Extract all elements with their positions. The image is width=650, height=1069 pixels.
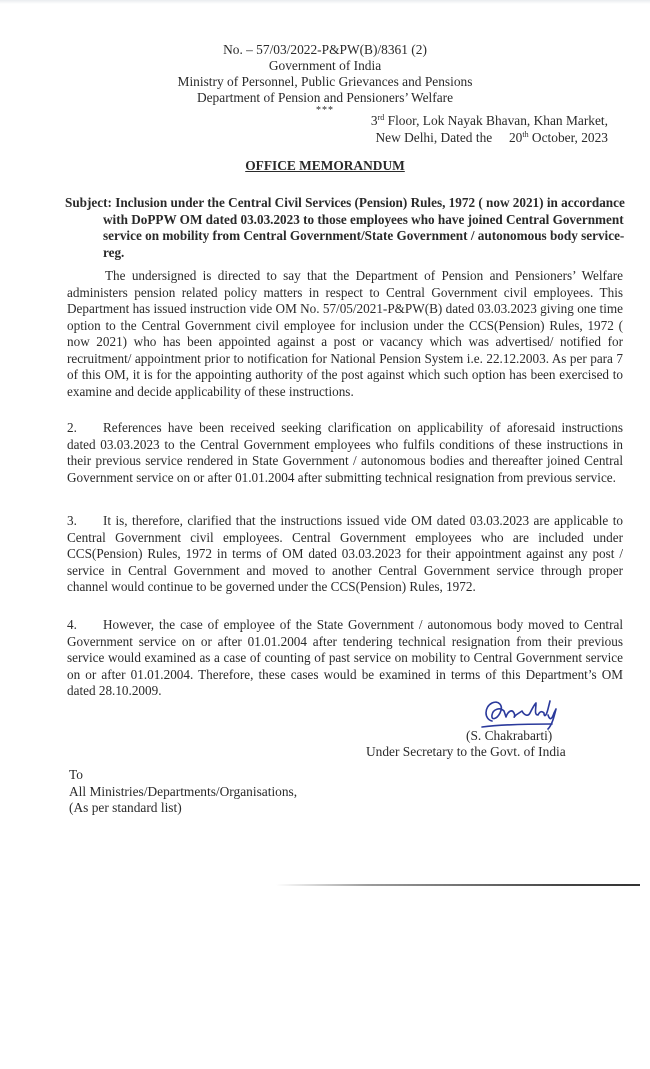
- subject-label: Subject:: [65, 195, 112, 210]
- paragraph-2: [67, 420, 623, 486]
- floor-suffix: rd: [377, 113, 385, 122]
- date-suffix: th: [522, 130, 529, 139]
- department-name: Department of Pension and Pensioners’ Welfare: [196, 90, 454, 105]
- addressee-line-2: (As per standard list): [69, 800, 182, 815]
- paragraph-1-text: The undersigned is directed to say that the Department of Pension and Pensioners’ Welfare administers pension related policy matters in respect to Central Government civil employees. This Department has issued instruction vide OM No. 57/05/2021-P&PW(B) dated 03.03.2023 giving one time option to the Central Government civil employee for inclusion under the CCS(Pension) Rules, 1972 ( now 2021) who has been appointed against a post or vacancy which was advertised/ notified for recruitment/ appointment prior to notification for National Pension System i.e. 22.12.2003. As per para 7 of this OM, it is for the appointing authority of the post against which such option has been exercised to examine and decide applicability of these instructions.: [67, 268, 623, 399]
- address-block: [321, 112, 608, 146]
- date-day: 20: [508, 130, 523, 145]
- paragraph-2-number: 2.: [67, 420, 77, 435]
- government-name: Government of India: [268, 58, 382, 73]
- paragraph-3-text: It is, therefore, clarified that the instructions issued vide OM dated 03.03.2023 are applicable to Central Government civil employees. Central Government employees who are included under CCS(Pension) Rules, 1972 in terms of OM dated 03.03.2023 for their appointment against any post / service in Central Government and moved to another Central Government service through proper channel would continue to be governed under the CCS(Pension) Rules, 1972.: [67, 513, 623, 594]
- date-month-year: October, 2023: [528, 130, 608, 145]
- addressee-to: To: [69, 767, 83, 782]
- address-street: Floor, Lok Nayak Bhavan, Khan Market,: [384, 113, 608, 128]
- paragraph-2-text: References have been received seeking clarification on applicability of aforesaid instructions dated 03.03.2023 to the Central Government employees who fulfils conditions of these instructions in their previous service rendered in State Government / autonomous bodies and thereafter joined Central Government service on or after 01.01.2004 after submitting technical resignation from previous service.: [67, 420, 623, 485]
- paragraph-1: [67, 268, 623, 400]
- header-separator: ***: [316, 105, 334, 116]
- addressee-line-1: All Ministries/Departments/Organisations,: [69, 783, 298, 799]
- document-title: OFFICE MEMORANDUM: [245, 158, 405, 173]
- paragraph-4-text: However, the case of employee of the State Government / autonomous body moved to Central Government service on or after 01.01.2004 after tendering technical resignation from their previous service would examined as a case of counting of past service on mobility to Central Government service on or after 01.01.2004. Therefore, these cases would be examined in terms of this Department’s OM dated 28.10.2009.: [67, 617, 623, 698]
- signatory-name: (S. Chakrabarti): [466, 728, 553, 743]
- paragraph-3: [67, 513, 623, 596]
- file-number: No. – 57/03/2022-P&PW(B)/8361 (2): [223, 42, 427, 57]
- horizontal-rule-divider: [276, 884, 640, 886]
- addressee-block: [69, 767, 297, 817]
- signatory-designation: Under Secretary to the Govt. of India: [366, 744, 566, 759]
- subject-text-wrapper: [65, 195, 625, 261]
- paragraph-3-number: 3.: [67, 513, 77, 528]
- subject-text: Inclusion under the Central Civil Services (Pension) Rules, 1972 ( now 2021) in accordance with DoPPW OM dated 03.03.2023 to those employees who have joined Central Government service on mobility from Central Government/State Government / autonomous body service- reg.: [103, 195, 625, 260]
- scan-top-edge: [0, 0, 650, 4]
- subject-block: [65, 195, 625, 261]
- address-line-2: [321, 129, 608, 146]
- floor-number: 3: [370, 113, 378, 128]
- address-line-1: [371, 113, 608, 128]
- paragraph-4-number: 4.: [67, 617, 77, 632]
- paragraph-4: [67, 617, 623, 700]
- dated-prefix: New Delhi, Dated the: [375, 130, 509, 145]
- ministry-name: Ministry of Personnel, Public Grievances and Pensions: [177, 74, 473, 89]
